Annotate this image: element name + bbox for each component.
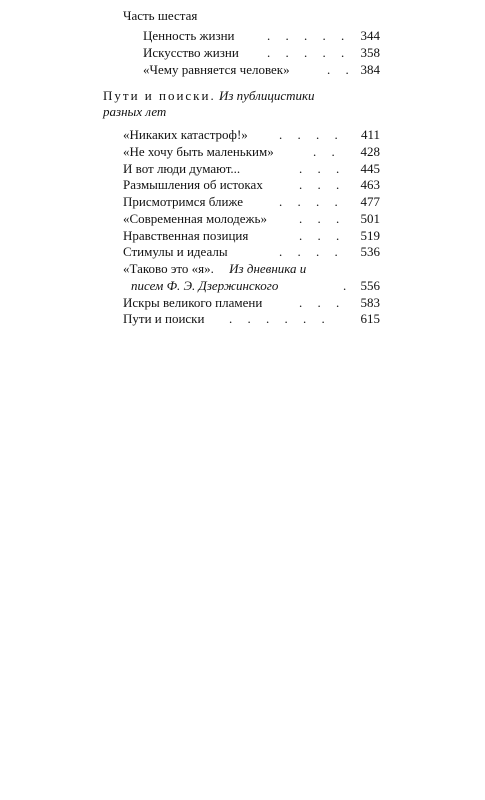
toc-leader-dots: . . . [299,161,346,176]
toc-leader-dots: . . . . . [267,45,351,60]
toc-entry-title: «Чему равняется человек» [143,62,290,77]
toc-page-number: 583 [360,295,380,310]
toc-leader-dots: . . . [299,211,346,226]
toc-page-number: 384 [360,62,380,77]
toc-page-number: 536 [360,244,380,259]
section-heading [103,88,380,120]
section-heading-title: Пути и поиски. [103,88,216,103]
toc-entry [123,127,380,143]
toc-leader-dots: . . . . . . [229,311,331,326]
toc-page-number: 556 [360,278,380,293]
toc-entry [123,295,380,311]
toc-page-number: 411 [360,127,380,142]
toc-entry-title: Стимулы и идеалы [123,244,228,259]
toc-entry [123,144,380,160]
toc-page-number: 344 [360,28,380,43]
toc-entry-title: И вот люди думают... [123,161,241,176]
section-heading-subtitle-continued: разных лет [103,104,167,119]
toc-entry-continued [131,278,380,294]
toc-entry-title: Искусство жизни [143,45,239,60]
toc-entry [123,244,380,260]
toc-entry [123,311,380,327]
toc-entry-title: Ценность жизни [143,28,235,43]
toc-entry-title: Присмотримся ближе [123,194,244,209]
toc-entry-title: Пути и поиски [123,311,205,326]
toc-entry-title: Размышления об истоках [123,177,263,192]
toc-leader-dots: . . . . . [267,28,351,43]
toc-page-number: 477 [360,194,380,209]
toc-leader-dots: . . . [299,177,346,192]
toc-leader-dots: . . [327,62,355,77]
toc-page-number: 519 [360,228,380,243]
section-heading-subtitle: Из публицистики [218,88,315,103]
toc-entry [143,28,380,44]
toc-entry-title: «Современная молодежь» [123,211,267,226]
toc-entry [143,62,380,78]
toc-leader-dots: . . . . [279,194,344,209]
toc-leader-dots: . [343,278,353,293]
toc-leader-dots: . . . [299,295,346,310]
toc-entry-title: «Никаких катастроф!» [123,127,248,142]
toc-page-number: 615 [360,311,380,326]
toc-entry-title: «Таково это «я». [123,261,214,276]
toc-entry-subtitle-continued: писем Ф. Э. Дзержинского [131,278,279,293]
toc-entry [123,177,380,193]
toc-page-number: 428 [360,144,380,159]
toc-entry [123,194,380,210]
toc-leader-dots: . . . . [279,244,344,259]
toc-entry [123,211,380,227]
toc-entry [123,228,380,244]
toc-entry-title: «Не хочу быть маленьким» [123,144,274,159]
toc-entry [143,45,380,61]
toc-entry-subtitle: Из дневника и [229,261,307,276]
toc-entry [123,161,380,177]
toc-entry [123,261,380,277]
toc-leader-dots: . . [313,144,341,159]
toc-entry-title: Нравственная позиция [123,228,249,243]
part-heading: Часть шестая [123,8,198,23]
toc-page-number: 501 [360,211,380,226]
toc-leader-dots: . . . [299,228,346,243]
toc-page-number: 463 [360,177,380,192]
toc-page-number: 358 [360,45,380,60]
toc-leader-dots: . . . . [279,127,344,142]
toc-entry-title: Искры великого пламени [123,295,263,310]
toc-page-number: 445 [360,161,380,176]
